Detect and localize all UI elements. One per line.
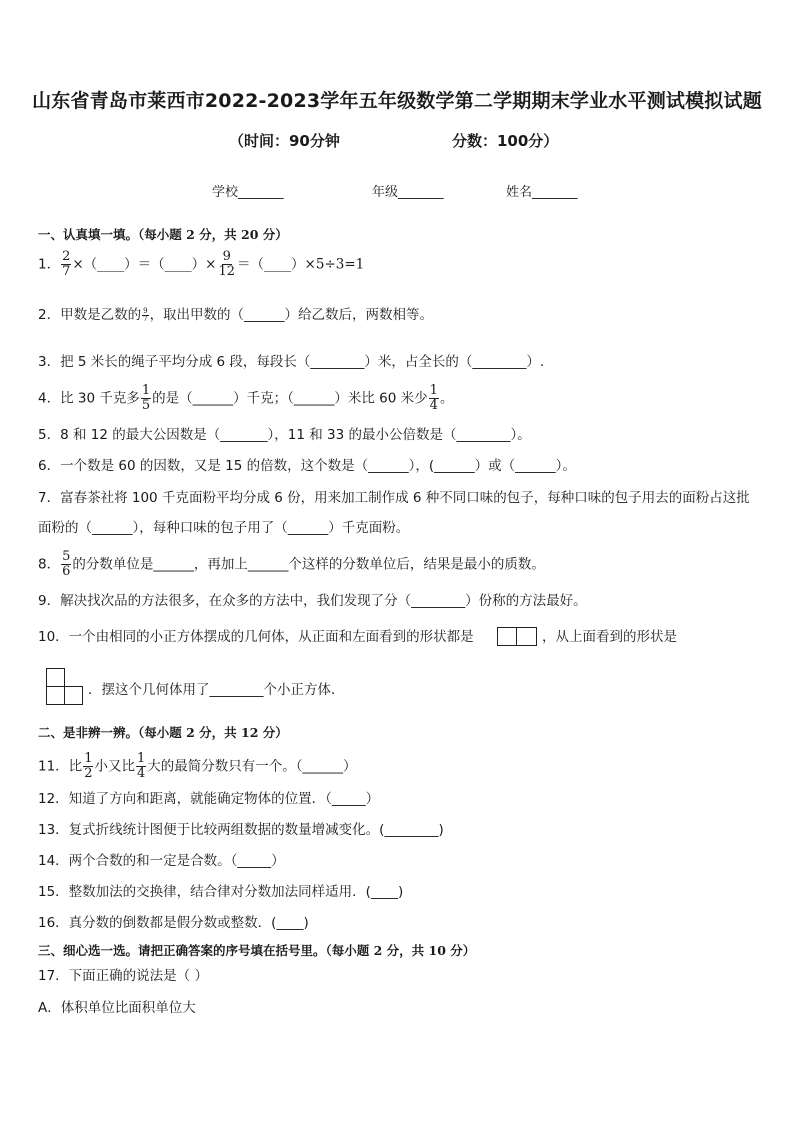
top-view-square-top [46, 668, 65, 687]
question-9: 9．解决找次品的方法很多，在众多的方法中，我们发现了分（________）份称的方法最好。 [38, 593, 587, 609]
fraction: $\frac{1}{2}$ [84, 751, 93, 781]
page-title: 山东省青岛市莱西市2022-2023学年五年级数学第二学期期末学业水平测试模拟试题 [32, 90, 762, 112]
top-view-square-bottom-right [64, 686, 83, 705]
fraction: $\frac{1}{5}$ [141, 383, 151, 413]
question-14: 14．两个合数的和一定是合数。（_____） [38, 853, 285, 869]
question-5: 5．8 和 12 的最大公因数是（_______），11 和 33 的最小公倍数是（________）。 [38, 427, 531, 443]
exam-time: （时间：90分钟 [229, 132, 340, 150]
question-6: 6．一个数是 60 的因数，又是 15 的倍数，这个数是（______），(______）或（______）。 [38, 458, 576, 474]
question-16: 16．真分数的倒数都是假分数或整数．(____) [38, 915, 309, 931]
fraction: $\frac{2}{7}$ [62, 249, 71, 279]
school-field: 学校_______ [212, 185, 284, 200]
question-2: 2．甲数是乙数的 $\frac{9}{7}$ ，取出甲数的（______）给乙数后，两数相等。 [38, 307, 434, 323]
question-11: 11．比 $\frac{1}{2}$ 小又比 $\frac{1}{4}$ 大的最简分数只有一个。（______） [38, 751, 357, 781]
section-3-heading: 三、细心选一选。请把正确答案的序号填在括号里。（每小题 2 分，共 10 分） [38, 943, 476, 958]
grade-field: 年级_______ [372, 185, 444, 200]
question-17: 17．下面正确的说法是（ ） [38, 968, 208, 984]
fraction: $\frac{1}{4}$ [136, 751, 146, 781]
question-4: 4．比 30 千克多 $\frac{1}{5}$ 的是（______）千克；（______）米比 60 米少 $\frac{1}{4}$ 。 [38, 383, 454, 413]
top-view-square-bottom-left [46, 686, 65, 705]
exam-score: 分数：100分） [452, 132, 559, 150]
question-13: 13．复式折线统计图便于比较两组数据的数量增减变化。(________) [38, 822, 444, 838]
section-1-heading: 一、认真填一填。（每小题 2 分，共 20 分） [38, 227, 288, 242]
question-1: 1． $\frac{2}{7}$ ×（____）＝（____）× $\frac{9}{12}$ ＝（____）×5÷3=1 [38, 249, 365, 279]
question-10-line-1b: ，从上面看到的形状是 [542, 629, 677, 645]
question-7-line-2: 面粉的（______），每种口味的包子用了（______）千克面粉。 [38, 520, 410, 536]
fraction: $\frac{9}{12}$ [218, 249, 236, 279]
question-7-line-1: 7．富春茶社将 100 千克面粉平均分成 6 份，用来加工制作成 6 种不同口味的包子，每种口味的包子用去的面粉占这批 [38, 490, 750, 506]
front-view-square-right [516, 627, 537, 646]
question-12: 12．知道了方向和距离，就能确定物体的位置．（_____） [38, 791, 380, 807]
front-view-square-left [497, 627, 518, 646]
section-2-heading: 二、是非辨一辨。（每小题 2 分，共 12 分） [38, 725, 288, 740]
question-15: 15．整数加法的交换律，结合律对分数加法同样适用．(____) [38, 884, 404, 900]
name-field: 姓名_______ [506, 185, 578, 200]
fraction: $\frac{1}{4}$ [429, 383, 438, 413]
question-17-option-a: A．体积单位比面积单位大 [38, 1000, 196, 1016]
question-10-line-2: ．摆这个几何体用了________个小正方体． [88, 682, 345, 698]
fraction: $\frac{9}{7}$ [143, 307, 148, 323]
question-8: 8． $\frac{5}{6}$ 的分数单位是______，再加上______个这样的分数单位后，结果是最小的质数。 [38, 549, 545, 579]
question-3: 3．把 5 米长的绳子平均分成 6 段，每段长（________）米，占全长的（________）. [38, 354, 545, 370]
question-10-line-1a: 10．一个由相同的小正方体摆成的几何体，从正面和左面看到的形状都是 [38, 629, 474, 645]
fraction: $\frac{5}{6}$ [62, 549, 71, 579]
